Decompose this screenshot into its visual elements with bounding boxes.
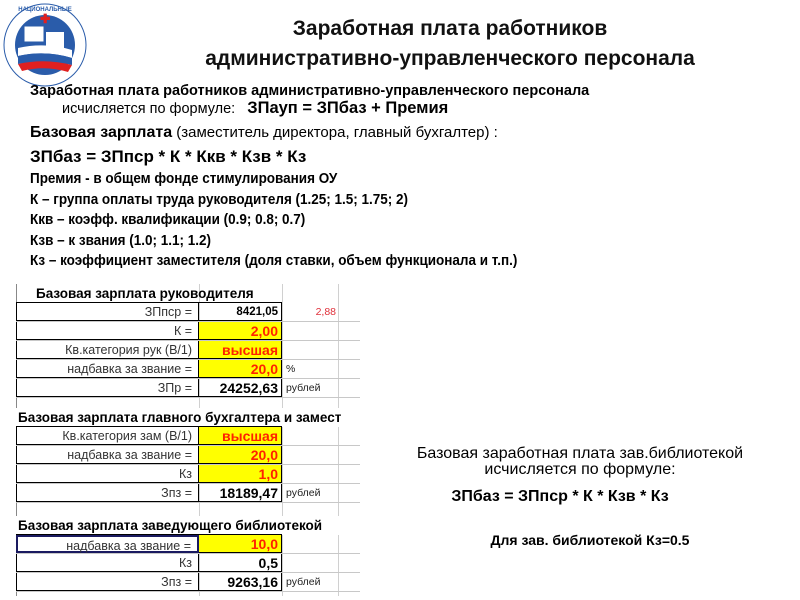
- cell-unit[interactable]: рублей: [286, 576, 321, 588]
- cell-label[interactable]: надбавка за звание =: [16, 360, 199, 378]
- table-row: [16, 573, 360, 592]
- text-line-2: [30, 99, 790, 118]
- cell-label[interactable]: К =: [16, 322, 199, 340]
- cell-label[interactable]: Зпз =: [16, 484, 199, 502]
- cell-label[interactable]: ЗПр =: [16, 379, 199, 397]
- section-title: Базовая зарплата главного бухгалтера и замест: [18, 410, 342, 425]
- cell-result-zpr[interactable]: 24252,63: [199, 379, 282, 397]
- cell-unit[interactable]: рублей: [286, 382, 321, 394]
- cell-input-k[interactable]: 2,00: [199, 322, 282, 340]
- table-row: [16, 360, 360, 379]
- title-line-2: административно-управленческого персонала: [205, 47, 695, 70]
- table-row: [16, 303, 360, 322]
- side-formula: ЗПбаз = ЗПпср * К * Кзв * Кз: [451, 488, 669, 505]
- cell-input-category[interactable]: высшая: [199, 427, 282, 445]
- side-kz-note: Для зав. библиотекой Кз=0.5: [490, 532, 690, 548]
- cell-result-zpz[interactable]: 9263,16: [199, 573, 282, 591]
- table-row: [16, 341, 360, 360]
- formula-zpbaz: ЗПбаз = ЗПпср * К * Ккв * Кзв * Кз: [30, 147, 307, 166]
- cell-extra[interactable]: 2,88: [315, 306, 336, 318]
- section-header-librarian: [16, 516, 360, 535]
- cell-input-rank-bonus[interactable]: 20,0: [199, 446, 282, 464]
- cell-label[interactable]: Кв.категория зам (В/1): [16, 427, 199, 445]
- table-row: [16, 554, 360, 573]
- table-row: [16, 322, 360, 341]
- text-line-kz: Кз – коэффициент заместителя (доля ставки, объем функционала и т.п.): [30, 253, 518, 269]
- text-line-3: [30, 121, 790, 145]
- cell-label[interactable]: Кз: [16, 554, 199, 572]
- description-text: [30, 83, 790, 272]
- table-row: [16, 484, 360, 503]
- cell-input-rank-bonus[interactable]: 20,0: [199, 360, 282, 378]
- cell-result-zpz[interactable]: 18189,47: [199, 484, 282, 502]
- side-line-2: исчисляется по формуле:: [484, 461, 676, 478]
- cell-label[interactable]: ЗПпср =: [16, 303, 199, 321]
- base-salary-label: Базовая зарплата: [30, 124, 173, 141]
- cell-label-selected[interactable]: надбавка за звание =: [16, 535, 199, 553]
- cell-label[interactable]: Кз: [16, 465, 199, 483]
- spreadsheet-fragment: [16, 284, 360, 596]
- cell-unit[interactable]: %: [286, 363, 296, 375]
- cell-label[interactable]: надбавка за звание =: [16, 446, 199, 464]
- section-header-accountant: [16, 408, 360, 427]
- svg-text:НАЦИОНАЛЬНЫЕ: НАЦИОНАЛЬНЫЕ: [18, 7, 72, 13]
- text-line-kkv: Ккв – коэфф. квалификации (0.9; 0.8; 0.7): [30, 212, 306, 228]
- formula-prefix: исчисляется по формуле:: [62, 101, 236, 117]
- base-salary-note: (заместитель директора, главный бухгалтер) :: [172, 124, 498, 141]
- librarian-formula-note: [360, 446, 800, 548]
- cell-label[interactable]: Кв.категория рук (В/1): [16, 341, 199, 359]
- table-row: [16, 535, 360, 554]
- divider: [16, 591, 360, 592]
- section-title: Базовая зарплата руководителя: [36, 286, 254, 301]
- cell-input-category[interactable]: высшая: [199, 341, 282, 359]
- text-line-bonus: Премия - в общем фонде стимулирования ОУ: [30, 171, 338, 187]
- national-projects-logo: [2, 2, 88, 88]
- text-line-1: Заработная плата работников административно-управленческого персонала: [30, 83, 590, 99]
- table-row: [16, 465, 360, 484]
- cell-label[interactable]: Зпз =: [16, 573, 199, 591]
- title-line-1: Заработная плата работников: [292, 17, 608, 40]
- slide-title: [130, 14, 770, 74]
- text-line-kzv: Кзв – к звания (1.0; 1.1; 1.2): [30, 232, 211, 249]
- text-line-k: К – группа оплаты труда руководителя (1.25; 1.5; 1.75; 2): [30, 191, 409, 208]
- table-row: [16, 427, 360, 446]
- cell-value-kz[interactable]: 0,5: [199, 554, 282, 572]
- side-line-1: Базовая заработная плата зав.библиотекой: [416, 445, 744, 462]
- section-title: Базовая зарплата заведующего библиотекой: [18, 518, 323, 533]
- cell-value[interactable]: 8421,05: [199, 303, 282, 321]
- cell-input-kz[interactable]: 1,0: [199, 465, 282, 483]
- table-row: [16, 379, 360, 398]
- formula-zpaup: ЗПауп = ЗПбаз + Премия: [247, 99, 449, 117]
- cell-unit[interactable]: рублей: [286, 487, 321, 499]
- section-header-director: [16, 284, 360, 303]
- cell-input-rank-bonus[interactable]: 10,0: [199, 535, 282, 553]
- table-row: [16, 446, 360, 465]
